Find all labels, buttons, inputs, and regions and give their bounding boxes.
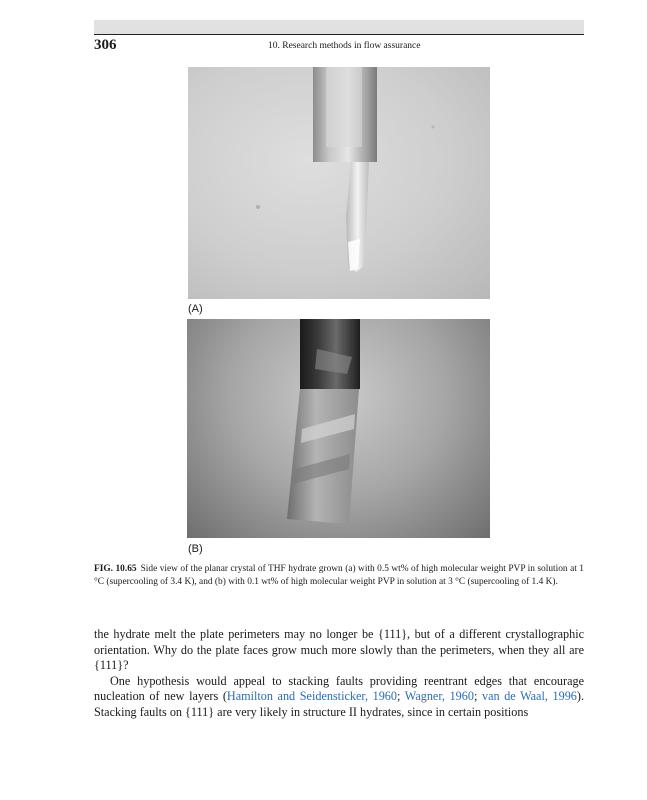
body-text	[94, 627, 584, 720]
paragraph-text: One hypothesis would appeal to stacking faults providing reentrant edges that encourage nucleation of new layers (	[94, 673, 584, 703]
paragraph	[94, 674, 584, 721]
citation-link[interactable]: Hamilton and Seidensticker, 1960	[226, 689, 397, 703]
page-number: 306	[94, 37, 117, 53]
citation-link[interactable]: van de Waal, 1996	[481, 689, 577, 703]
figure-caption	[94, 563, 584, 589]
top-bar	[94, 20, 584, 34]
dust-speck	[432, 126, 435, 129]
citation-separator: ;	[397, 689, 405, 703]
figure-photo-a	[188, 67, 490, 299]
caption-text: Side view of the planar crystal of THF hydrate grown (a) with 0.5 wt% of high molecular weight PVP in solution at 1 °C (supercooling of 3.4 K), and (b) with 0.1 wt% of high molecular weight PVP in solution at 3 °C (supercooling of 1.4 K).	[94, 564, 584, 587]
figure-photo-b	[187, 319, 490, 538]
tube-a-inner	[326, 67, 362, 147]
paragraph-text: ). Stacking faults on {111} are very likely in structure II hydrates, since in certain positions	[94, 689, 584, 719]
dust-speck	[256, 205, 260, 209]
citation-separator: ;	[473, 689, 482, 703]
panel-label-b: (B)	[188, 543, 203, 555]
citation-link[interactable]: Wagner, 1960	[404, 689, 474, 703]
running-head: 10. Research methods in flow assurance	[268, 41, 421, 51]
caption-label: FIG. 10.65	[94, 564, 137, 574]
paragraph: the hydrate melt the plate perimeters may no longer be {111}, but of a different crystallographic orientation. Why do the plate faces grow much more slowly than the perimeters, when they all are {111}?	[94, 627, 584, 672]
header-rule	[94, 34, 584, 35]
panel-label-a: (A)	[188, 303, 203, 315]
